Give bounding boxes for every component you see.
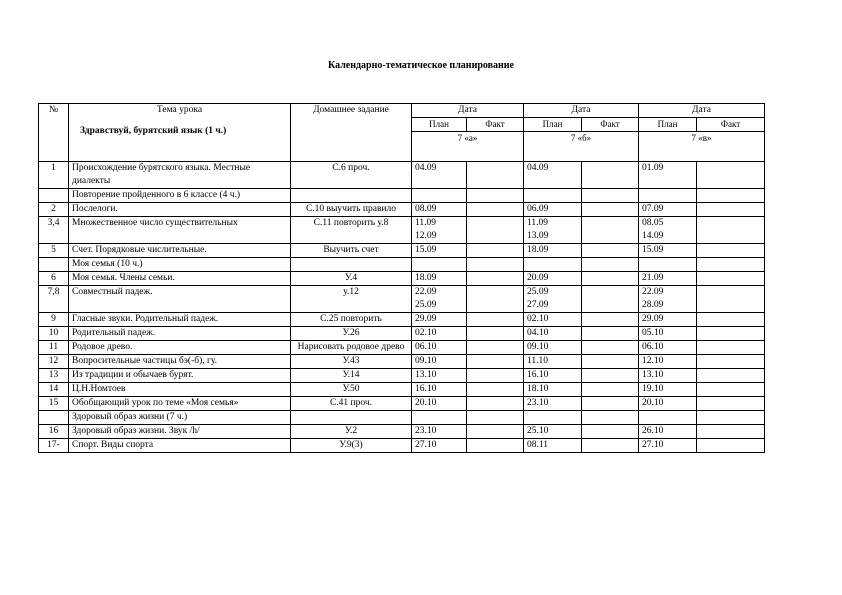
row-plan-c: 13.10 <box>639 369 697 383</box>
row-fact-c <box>697 397 765 411</box>
header-plan-b: План <box>524 118 582 132</box>
table-row <box>39 383 765 397</box>
row-homework: У.9(3) <box>291 439 412 453</box>
row-plan-b: 16.10 <box>524 369 582 383</box>
row-num: 1 <box>39 162 69 189</box>
table-row <box>39 397 765 411</box>
row-plan-a: 29.09 <box>412 313 467 327</box>
section-row <box>39 258 765 272</box>
row-fact-c <box>697 217 765 244</box>
row-topic: Здоровый образ жизни. Звук /һ/ <box>69 425 291 439</box>
header-plan-c: План <box>639 118 697 132</box>
row-num: 17- <box>39 439 69 453</box>
empty-cell <box>697 411 765 425</box>
row-fact-c <box>697 203 765 217</box>
row-topic: Обобщающий урок по теме «Моя семья» <box>69 397 291 411</box>
row-num: 16 <box>39 425 69 439</box>
row-homework: У.26 <box>291 327 412 341</box>
row-fact-a <box>467 425 524 439</box>
row-plan-c: 07.09 <box>639 203 697 217</box>
header-date-c: Дата <box>639 104 765 118</box>
row-plan-c: 12.10 <box>639 355 697 369</box>
row-plan-b: 18.09 <box>524 244 582 258</box>
row-plan-c: 27.10 <box>639 439 697 453</box>
table-body <box>39 162 765 453</box>
empty-cell <box>467 189 524 203</box>
row-plan-c: 08.05 14.09 <box>639 217 697 244</box>
planning-table <box>38 103 765 453</box>
row-plan-a: 27.10 <box>412 439 467 453</box>
row-topic: Вопросительные частицы бэ(-б), гу. <box>69 355 291 369</box>
row-plan-b: 08.11 <box>524 439 582 453</box>
row-fact-a <box>467 341 524 355</box>
section-num-cell <box>39 189 69 203</box>
empty-cell <box>291 411 412 425</box>
empty-cell <box>467 411 524 425</box>
row-fact-c <box>697 313 765 327</box>
row-plan-c: 29.09 <box>639 313 697 327</box>
row-fact-c <box>697 425 765 439</box>
section-row <box>39 411 765 425</box>
row-fact-a <box>467 397 524 411</box>
row-fact-b <box>582 244 639 258</box>
page-title: Календарно-тематическое планирование <box>327 60 514 71</box>
row-plan-c: 19.10 <box>639 383 697 397</box>
row-fact-b <box>582 217 639 244</box>
header-date-a: Дата <box>412 104 524 118</box>
row-plan-c: 22.09 28.09 <box>639 286 697 313</box>
row-topic: Гласные звуки. Родительный падеж. <box>69 313 291 327</box>
row-fact-c <box>697 439 765 453</box>
row-plan-a: 09.10 <box>412 355 467 369</box>
row-plan-a: 11.09 12.09 <box>412 217 467 244</box>
table-row <box>39 425 765 439</box>
table-row <box>39 162 765 189</box>
row-plan-b: 02.10 <box>524 313 582 327</box>
section-label: Здоровый образ жизни (7 ч.) <box>69 411 291 425</box>
row-fact-c <box>697 162 765 189</box>
row-fact-a <box>467 355 524 369</box>
row-plan-a: 06.10 <box>412 341 467 355</box>
empty-cell <box>412 189 467 203</box>
header-fact-c: Факт <box>697 118 765 132</box>
row-fact-c <box>697 383 765 397</box>
row-topic: Совместный падеж. <box>69 286 291 313</box>
row-topic: Послелоги. <box>69 203 291 217</box>
row-num: 15 <box>39 397 69 411</box>
row-fact-b <box>582 425 639 439</box>
row-fact-b <box>582 383 639 397</box>
table-row <box>39 369 765 383</box>
row-plan-b: 11.09 13.09 <box>524 217 582 244</box>
header-topic <box>69 104 291 162</box>
row-fact-a <box>467 286 524 313</box>
table-row <box>39 313 765 327</box>
row-fact-c <box>697 355 765 369</box>
row-fact-b <box>582 286 639 313</box>
row-plan-a: 22.09 25.09 <box>412 286 467 313</box>
empty-cell <box>291 189 412 203</box>
row-fact-b <box>582 272 639 286</box>
row-fact-a <box>467 203 524 217</box>
header-row-dates <box>39 104 765 118</box>
row-homework: У.43 <box>291 355 412 369</box>
row-fact-c <box>697 244 765 258</box>
row-plan-c: 06.10 <box>639 341 697 355</box>
empty-cell <box>524 189 582 203</box>
row-num: 9 <box>39 313 69 327</box>
empty-cell <box>697 189 765 203</box>
row-fact-b <box>582 341 639 355</box>
header-homework: Домашнее задание <box>291 104 412 162</box>
row-plan-a: 20.10 <box>412 397 467 411</box>
table-row <box>39 244 765 258</box>
row-plan-b: 20.09 <box>524 272 582 286</box>
row-fact-b <box>582 203 639 217</box>
empty-cell <box>639 258 697 272</box>
row-homework: Выучить счет <box>291 244 412 258</box>
row-plan-b: 04.10 <box>524 327 582 341</box>
row-fact-a <box>467 439 524 453</box>
row-plan-c: 21.09 <box>639 272 697 286</box>
empty-cell <box>524 258 582 272</box>
row-homework: С.6 проч. <box>291 162 412 189</box>
empty-cell <box>524 411 582 425</box>
row-fact-c <box>697 272 765 286</box>
row-num: 2 <box>39 203 69 217</box>
row-plan-a: 23.10 <box>412 425 467 439</box>
row-topic: Родительный падеж. <box>69 327 291 341</box>
table-row <box>39 203 765 217</box>
empty-cell <box>467 258 524 272</box>
row-num: 11 <box>39 341 69 355</box>
row-topic: Счет. Порядковые числительные. <box>69 244 291 258</box>
row-num: 14 <box>39 383 69 397</box>
row-fact-a <box>467 327 524 341</box>
empty-cell <box>639 189 697 203</box>
empty-cell <box>582 258 639 272</box>
row-plan-b: 25.09 27.09 <box>524 286 582 313</box>
row-plan-c: 01.09 <box>639 162 697 189</box>
row-fact-c <box>697 327 765 341</box>
row-homework: У.4 <box>291 272 412 286</box>
row-num: 6 <box>39 272 69 286</box>
row-fact-a <box>467 369 524 383</box>
row-plan-a: 13.10 <box>412 369 467 383</box>
row-topic: Ц.Н.Номтоев <box>69 383 291 397</box>
row-topic: Спорт. Виды спорта <box>69 439 291 453</box>
header-topic-label: Тема урока <box>156 105 203 115</box>
row-fact-a <box>467 162 524 189</box>
row-topic: Моя семья. Члены семьи. <box>69 272 291 286</box>
header-plan-a: План <box>412 118 467 132</box>
table-row <box>39 217 765 244</box>
row-plan-a: 15.09 <box>412 244 467 258</box>
row-fact-a <box>467 272 524 286</box>
header-class-a: 7 «а» <box>412 132 524 162</box>
row-plan-b: 11.10 <box>524 355 582 369</box>
row-plan-c: 05.10 <box>639 327 697 341</box>
row-num: 3,4 <box>39 217 69 244</box>
empty-cell <box>412 411 467 425</box>
row-homework: С.11 повторить у.8 <box>291 217 412 244</box>
header-topic-section: Здравствуй, бурятский язык (1 ч.) <box>80 126 227 136</box>
row-plan-c: 15.09 <box>639 244 697 258</box>
row-plan-a: 02.10 <box>412 327 467 341</box>
row-fact-b <box>582 397 639 411</box>
row-plan-b: 09.10 <box>524 341 582 355</box>
row-plan-b: 25.10 <box>524 425 582 439</box>
row-fact-a <box>467 313 524 327</box>
section-num-cell <box>39 411 69 425</box>
row-fact-a <box>467 244 524 258</box>
row-fact-a <box>467 383 524 397</box>
row-homework: У.2 <box>291 425 412 439</box>
row-num: 10 <box>39 327 69 341</box>
row-plan-a: 18.09 <box>412 272 467 286</box>
row-fact-c <box>697 286 765 313</box>
header-class-b: 7 «б» <box>524 132 639 162</box>
table-row <box>39 355 765 369</box>
header-fact-b: Факт <box>582 118 639 132</box>
empty-cell <box>639 411 697 425</box>
row-homework: у.12 <box>291 286 412 313</box>
row-num: 5 <box>39 244 69 258</box>
row-topic: Множественное число существительных <box>69 217 291 244</box>
empty-cell <box>291 258 412 272</box>
row-homework: С.41 проч. <box>291 397 412 411</box>
table-row <box>39 341 765 355</box>
row-plan-b: 23.10 <box>524 397 582 411</box>
row-fact-b <box>582 313 639 327</box>
table-row <box>39 439 765 453</box>
row-topic: Происхождение бурятского языка. Местные диалекты <box>69 162 291 189</box>
row-homework: С.25 повторить <box>291 313 412 327</box>
section-row <box>39 189 765 203</box>
empty-cell <box>412 258 467 272</box>
row-plan-c: 20.10 <box>639 397 697 411</box>
row-homework: У.14 <box>291 369 412 383</box>
row-fact-b <box>582 162 639 189</box>
row-fact-b <box>582 327 639 341</box>
section-num-cell <box>39 258 69 272</box>
row-num: 13 <box>39 369 69 383</box>
empty-cell <box>697 258 765 272</box>
row-fact-b <box>582 355 639 369</box>
row-homework: Нарисовать родовое древо <box>291 341 412 355</box>
row-fact-b <box>582 439 639 453</box>
row-num: 12 <box>39 355 69 369</box>
row-plan-b: 04.09 <box>524 162 582 189</box>
header-num: № <box>39 104 69 162</box>
row-homework: С.10 выучить правило <box>291 203 412 217</box>
section-label: Моя семья (10 ч.) <box>69 258 291 272</box>
row-plan-b: 18.10 <box>524 383 582 397</box>
section-label: Повторение пройденного в 6 классе (4 ч.) <box>69 189 291 203</box>
row-fact-b <box>582 369 639 383</box>
row-plan-a: 04.09 <box>412 162 467 189</box>
row-fact-c <box>697 341 765 355</box>
table-row <box>39 327 765 341</box>
row-num: 7,8 <box>39 286 69 313</box>
header-class-c: 7 «в» <box>639 132 765 162</box>
row-fact-a <box>467 217 524 244</box>
empty-cell <box>582 411 639 425</box>
row-plan-a: 08.09 <box>412 203 467 217</box>
row-plan-c: 26.10 <box>639 425 697 439</box>
header-date-b: Дата <box>524 104 639 118</box>
row-topic: Родовое древо. <box>69 341 291 355</box>
table-row <box>39 272 765 286</box>
row-homework: У.50 <box>291 383 412 397</box>
row-fact-c <box>697 369 765 383</box>
row-plan-b: 06.09 <box>524 203 582 217</box>
row-plan-a: 16.10 <box>412 383 467 397</box>
table-row <box>39 286 765 313</box>
row-topic: Из традиции и обычаев бурят. <box>69 369 291 383</box>
header-fact-a: Факт <box>467 118 524 132</box>
empty-cell <box>582 189 639 203</box>
